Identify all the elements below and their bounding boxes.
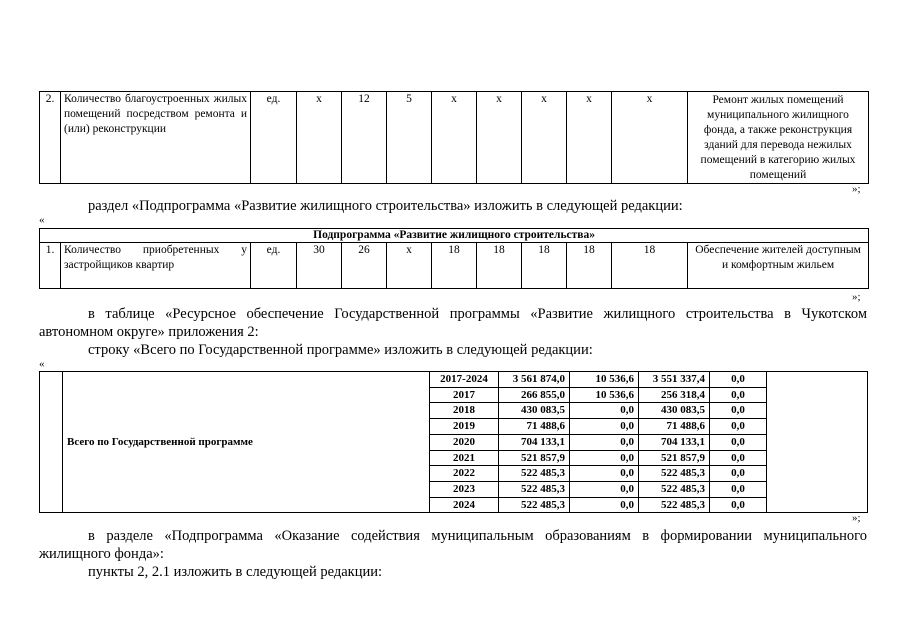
other-sources-cell: 0,0 [710,466,767,482]
indicator-name: Количество благоустроенных жилых помещений посредством ремонта и (или) реконструкции [61,92,251,184]
district-budget-cell: 521 857,9 [639,450,710,466]
total-cell: 522 485,3 [499,481,570,497]
table-header-row [40,229,869,243]
unit-cell: ед. [251,92,297,184]
closing-quote: »; [852,512,861,524]
total-cell: 522 485,3 [499,466,570,482]
district-budget-cell: 522 485,3 [639,481,710,497]
year-cell: 2022 [430,466,499,482]
value-cell: 30 [297,243,342,289]
year-cell: 2023 [430,481,499,497]
federal-budget-cell: 10 536,6 [570,372,639,388]
paragraph-razdel: раздел «Подпрограмма «Развитие жилищного строительства» изложить в следующей редакции: [88,198,683,214]
district-budget-cell: 256 318,4 [639,387,710,403]
federal-budget-cell: 10 536,6 [570,387,639,403]
note-cell: Обеспечение жителей доступным и комфортным жильем [688,243,869,289]
paragraph-razdele-line2: жилищного фонда»: [39,546,164,562]
value-cell: х [522,92,567,184]
table-row [40,372,868,388]
value-cell: х [612,92,688,184]
value-cell: 18 [567,243,612,289]
total-cell: 521 857,9 [499,450,570,466]
other-sources-cell: 0,0 [710,434,767,450]
year-cell: 2018 [430,403,499,419]
federal-budget-cell: 0,0 [570,403,639,419]
year-cell: 2017 [430,387,499,403]
closing-quote: »; [852,183,861,195]
other-sources-cell: 0,0 [710,372,767,388]
year-cell: 2021 [430,450,499,466]
opening-quote: « [39,214,45,226]
total-cell: 71 488,6 [499,419,570,435]
value-cell: х [477,92,522,184]
value-cell: х [432,92,477,184]
resource-table-total [39,371,868,513]
value-cell: 18 [477,243,522,289]
paragraph-punkty: пункты 2, 2.1 изложить в следующей редакции: [88,564,383,580]
total-cell: 266 855,0 [499,387,570,403]
federal-budget-cell: 0,0 [570,419,639,435]
other-sources-cell: 0,0 [710,403,767,419]
paragraph-table-line1: в таблице «Ресурсное обеспечение Государственной программы «Развитие жилищного строительства в Чукотском [88,306,867,322]
row-number: 2. [40,92,61,184]
total-cell: 3 561 874,0 [499,372,570,388]
indicator-name: Количество приобретенных у застройщиков квартир [61,243,251,289]
district-budget-cell: 522 485,3 [639,466,710,482]
empty-cell [40,372,63,513]
value-cell: 18 [432,243,477,289]
paragraph-razdele-line1: в разделе «Подпрограмма «Оказание содействия муниципальным образованиям в формировании муниципального [88,528,867,544]
federal-budget-cell: 0,0 [570,481,639,497]
district-budget-cell: 3 551 337,4 [639,372,710,388]
total-cell: 430 083,5 [499,403,570,419]
table-row [40,92,869,184]
district-budget-cell: 704 133,1 [639,434,710,450]
value-cell: х [567,92,612,184]
district-budget-cell: 522 485,3 [639,497,710,513]
resource-table-body [40,372,868,513]
closing-quote: »; [852,291,861,303]
total-cell: 522 485,3 [499,497,570,513]
year-cell: 2020 [430,434,499,450]
year-cell: 2024 [430,497,499,513]
value-cell: 18 [522,243,567,289]
value-cell: 26 [342,243,387,289]
paragraph-table-line2: автономном округе» приложения 2: [39,324,259,340]
note-cell: Ремонт жилых помещений муниципального жилищного фонда, а также реконструкция зданий для перевода нежилых помещений в категорию жилых помещений [688,92,869,184]
federal-budget-cell: 0,0 [570,497,639,513]
row-number: 1. [40,243,61,289]
table-row [40,243,869,289]
total-cell: 704 133,1 [499,434,570,450]
year-cell: 2019 [430,419,499,435]
year-cell: 2017-2024 [430,372,499,388]
other-sources-cell: 0,0 [710,481,767,497]
federal-budget-cell: 0,0 [570,450,639,466]
value-cell: 12 [342,92,387,184]
subprogram-header: Подпрограмма «Развитие жилищного строительства» [40,229,869,243]
other-sources-cell: 0,0 [710,497,767,513]
other-sources-cell: 0,0 [710,419,767,435]
other-sources-cell: 0,0 [710,387,767,403]
unit-cell: ед. [251,243,297,289]
value-cell: 5 [387,92,432,184]
district-budget-cell: 71 488,6 [639,419,710,435]
value-cell: х [297,92,342,184]
total-label: Всего по Государственной программе [63,372,430,513]
value-cell: 18 [612,243,688,289]
federal-budget-cell: 0,0 [570,434,639,450]
federal-budget-cell: 0,0 [570,466,639,482]
paragraph-stroku: строку «Всего по Государственной программе» изложить в следующей редакции: [88,342,593,358]
district-budget-cell: 430 083,5 [639,403,710,419]
other-sources-cell: 0,0 [710,450,767,466]
value-cell: х [387,243,432,289]
indicator-table-housing-construction [39,228,869,289]
empty-cell [767,372,868,513]
indicator-table-housing-repair [39,91,869,184]
opening-quote: « [39,358,45,370]
